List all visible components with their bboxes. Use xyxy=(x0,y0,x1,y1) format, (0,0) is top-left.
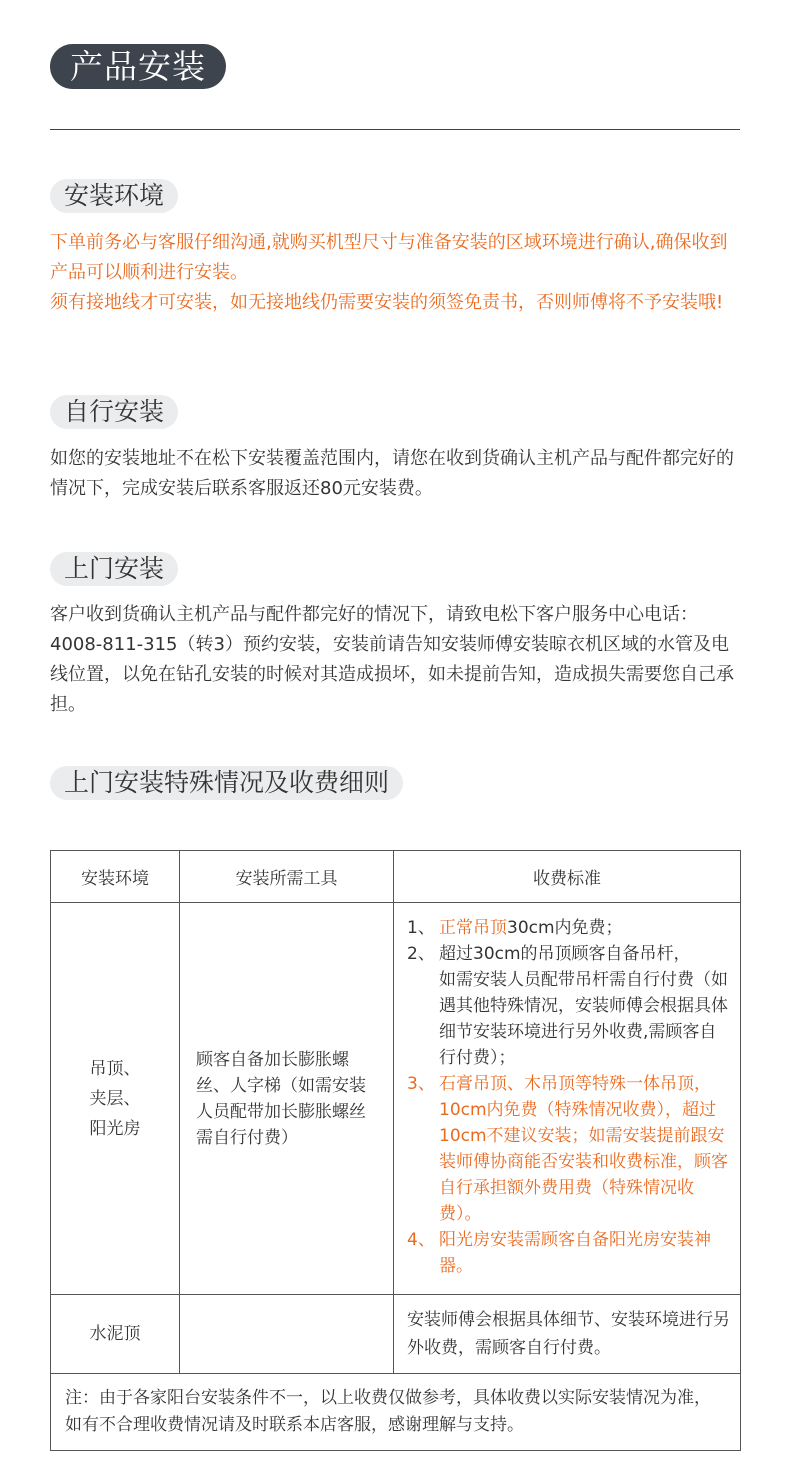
row1-tool: 顾客自备加长膨胀螺丝、人字梯（如需安装人员配带加长膨胀螺丝需自行付费） xyxy=(180,903,394,1295)
fee-text: 石膏吊顶、木吊顶等特殊一体吊顶，10cm内免费（特殊情况收费），超过10cm不建议安装；如需安装提前跟安装师傅协商能否安装和收费标准，顾客自行承担额外费用费（特殊情况收费）。 xyxy=(439,1074,728,1224)
self-install-text: 如您的安装地址不在松下安装覆盖范围内，请您在收到货确认主机产品与配件都完好的情况下，完成安装后联系客服返还80元安装费。 xyxy=(50,448,734,499)
header-fee: 收费标准 xyxy=(394,851,741,903)
table-row xyxy=(51,1295,741,1374)
env-line: 吊顶、 xyxy=(89,1058,141,1079)
header-env: 安装环境 xyxy=(51,851,180,903)
fee-text: 30cm内免费； xyxy=(507,918,623,938)
header-tool: 安装所需工具 xyxy=(180,851,394,903)
fee-item-2-cont: 如需安装人员配带吊杆需自行付费（如遇其他特殊情况，安装师傅会根据具体细节安装环境进行另外收费,需顾客自行付费）； xyxy=(439,970,728,1068)
fee-text: 超过30cm的吊顶顾客自备吊杆， xyxy=(439,944,691,964)
fee-num: 3、 xyxy=(407,1074,435,1094)
fee-item-1 xyxy=(407,915,732,941)
environment-line-1: 下单前务必与客服仔细沟通,就购买机型尺寸与准备安装的区域环境进行确认,确保收到产品可以顺利进行安装。 xyxy=(50,232,728,283)
row2-fee: 安装师傅会根据具体细节、安装环境进行另外收费，需顾客自行付费。 xyxy=(394,1295,741,1374)
page-title: 产品安装 xyxy=(50,44,226,89)
row2-tool xyxy=(180,1295,394,1374)
fee-highlight: 正常吊顶 xyxy=(439,918,507,938)
environment-line-2: 须有接地线才可安装，如无接地线仍需要安装的须签免责书，否则师傅将不予安装哦! xyxy=(50,292,724,313)
row2-env: 水泥顶 xyxy=(51,1295,180,1374)
table-row xyxy=(51,903,741,1295)
section-title-door-install: 上门安装 xyxy=(50,552,178,586)
row1-env xyxy=(51,903,180,1295)
section-title-self-install: 自行安装 xyxy=(50,395,178,429)
row1-fee xyxy=(394,903,741,1295)
title-divider xyxy=(50,129,740,130)
fee-item-4 xyxy=(407,1227,732,1279)
fee-item-2 xyxy=(407,941,732,967)
fee-table xyxy=(50,850,741,1451)
door-install-text: 客户收到货确认主机产品与配件都完好的情况下，请致电松下客户服务中心电话：4008-811-315（转3）预约安装，安装前请告知安装师傅安装晾衣机区域的水管及电线位置，以免在钻孔安装的时候对其造成损坏，如未提前告知，造成损失需要您自己承担。 xyxy=(50,604,734,715)
table-note: 注：由于各家阳台安装条件不一，以上收费仅做参考，具体收费以实际安装情况为准，如有不合理收费情况请及时联系本店客服，感谢理解与支持。 xyxy=(51,1374,741,1451)
fee-text: 阳光房安装需顾客自备阳光房安装神器。 xyxy=(439,1230,711,1276)
table-header-row xyxy=(51,851,741,903)
table-note-row xyxy=(51,1374,741,1451)
environment-notice xyxy=(50,228,745,318)
fee-num: 2、 xyxy=(407,944,435,964)
fee-item-3 xyxy=(407,1071,732,1227)
section-title-special: 上门安装特殊情况及收费细则 xyxy=(50,766,403,800)
fee-num: 4、 xyxy=(407,1230,435,1250)
env-line: 夹层、 xyxy=(89,1088,141,1109)
section-title-environment: 安装环境 xyxy=(50,179,178,213)
env-line: 阳光房 xyxy=(89,1118,141,1139)
fee-num: 1、 xyxy=(407,918,435,938)
